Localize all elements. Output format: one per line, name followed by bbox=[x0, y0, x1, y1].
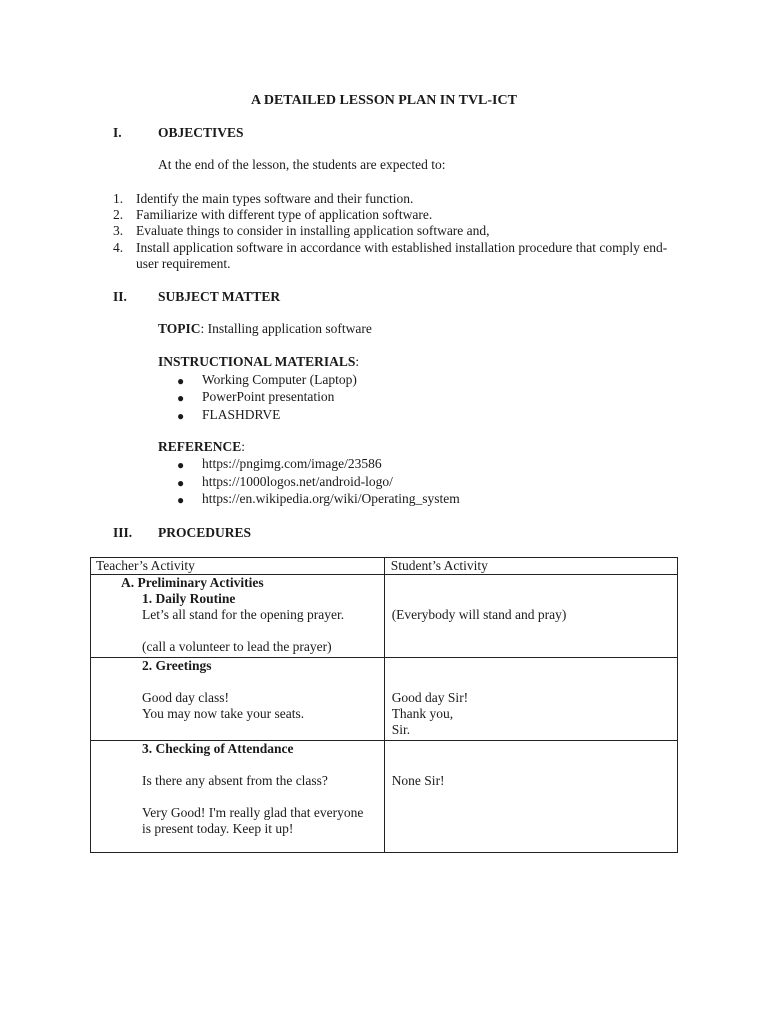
attendance-heading: 3. Checking of Attendance bbox=[142, 741, 294, 756]
student-activity-header: Student’s Activity bbox=[390, 558, 488, 573]
procedures-table bbox=[90, 557, 678, 853]
bullet-icon: ● bbox=[177, 458, 185, 472]
topic-value: : Installing application software bbox=[200, 321, 372, 336]
reference-colon: : bbox=[241, 439, 246, 454]
materials-label: INSTRUCTIONAL MATERIALS bbox=[158, 354, 356, 369]
material-item: PowerPoint presentation bbox=[202, 389, 335, 404]
table-row bbox=[91, 741, 678, 853]
section-3-number: III. bbox=[113, 525, 133, 540]
section-1-heading: OBJECTIVES bbox=[158, 125, 244, 140]
objective-item: Install application software in accordance with established installation procedure that comply end- bbox=[136, 240, 668, 255]
reference-link[interactable]: https://pngimg.com/image/23586 bbox=[202, 456, 382, 471]
student-cell bbox=[384, 658, 677, 741]
table-row bbox=[91, 575, 678, 658]
material-item: FLASHDRVE bbox=[202, 407, 281, 422]
objective-item: Identify the main types software and their function. bbox=[136, 191, 414, 206]
preliminary-activities-heading: A. Preliminary Activities bbox=[121, 575, 264, 590]
materials-colon: : bbox=[355, 354, 360, 369]
objective-number: 3. bbox=[113, 223, 124, 238]
bullet-icon: ● bbox=[177, 409, 185, 423]
topic-label: TOPIC bbox=[158, 321, 201, 336]
header-cell bbox=[384, 558, 677, 575]
reference-link[interactable]: https://en.wikipedia.org/wiki/Operating_system bbox=[202, 491, 460, 506]
objective-number: 4. bbox=[113, 240, 124, 255]
reference-label: REFERENCE bbox=[158, 439, 242, 454]
objective-number: 1. bbox=[113, 191, 124, 206]
section-2-number: II. bbox=[113, 289, 127, 304]
objective-item: Evaluate things to consider in installing application software and, bbox=[136, 223, 490, 238]
teacher-cell bbox=[91, 575, 385, 658]
teacher-text: Is there any absent from the class? bbox=[142, 773, 328, 788]
bullet-icon: ● bbox=[177, 476, 185, 490]
student-cell bbox=[384, 575, 677, 658]
student-text: (Everybody will stand and pray) bbox=[391, 607, 567, 622]
reference-link[interactable]: https://1000logos.net/android-logo/ bbox=[202, 474, 393, 489]
document-title: A DETAILED LESSON PLAN IN TVL-ICT bbox=[251, 93, 517, 108]
student-text: None Sir! bbox=[391, 773, 445, 788]
reference-heading bbox=[158, 439, 245, 455]
teacher-cell bbox=[91, 741, 385, 853]
student-cell bbox=[384, 741, 677, 853]
teacher-text: Good day class! bbox=[142, 690, 229, 705]
bullet-icon: ● bbox=[177, 391, 185, 405]
section-3-heading: PROCEDURES bbox=[158, 525, 252, 540]
section-2-heading: SUBJECT MATTER bbox=[158, 289, 281, 304]
objective-item-continuation: user requirement. bbox=[136, 256, 231, 271]
teacher-text: You may now take your seats. bbox=[142, 706, 305, 721]
teacher-text: Let’s all stand for the opening prayer. bbox=[142, 607, 345, 622]
materials-heading bbox=[158, 354, 359, 370]
bullet-icon: ● bbox=[177, 374, 185, 388]
header-cell bbox=[91, 558, 385, 575]
material-item: Working Computer (Laptop) bbox=[202, 372, 357, 387]
teacher-text: Very Good! I'm really glad that everyone bbox=[142, 805, 364, 820]
section-1-number: I. bbox=[113, 125, 122, 140]
teacher-activity-header: Teacher’s Activity bbox=[96, 558, 195, 573]
greetings-heading: 2. Greetings bbox=[142, 658, 212, 673]
topic-line bbox=[158, 321, 372, 337]
teacher-cell bbox=[91, 658, 385, 741]
student-text: Thank you, bbox=[391, 706, 454, 721]
objectives-intro: At the end of the lesson, the students are expected to: bbox=[158, 157, 446, 172]
objective-item: Familiarize with different type of application software. bbox=[136, 207, 433, 222]
objective-number: 2. bbox=[113, 207, 124, 222]
daily-routine-heading: 1. Daily Routine bbox=[142, 591, 236, 606]
student-text: Sir. bbox=[391, 722, 411, 737]
teacher-text: (call a volunteer to lead the prayer) bbox=[142, 639, 332, 654]
table-row bbox=[91, 658, 678, 741]
bullet-icon: ● bbox=[177, 493, 185, 507]
teacher-text: is present today. Keep it up! bbox=[142, 821, 294, 836]
table-header-row bbox=[91, 558, 678, 575]
student-text: Good day Sir! bbox=[391, 690, 469, 705]
